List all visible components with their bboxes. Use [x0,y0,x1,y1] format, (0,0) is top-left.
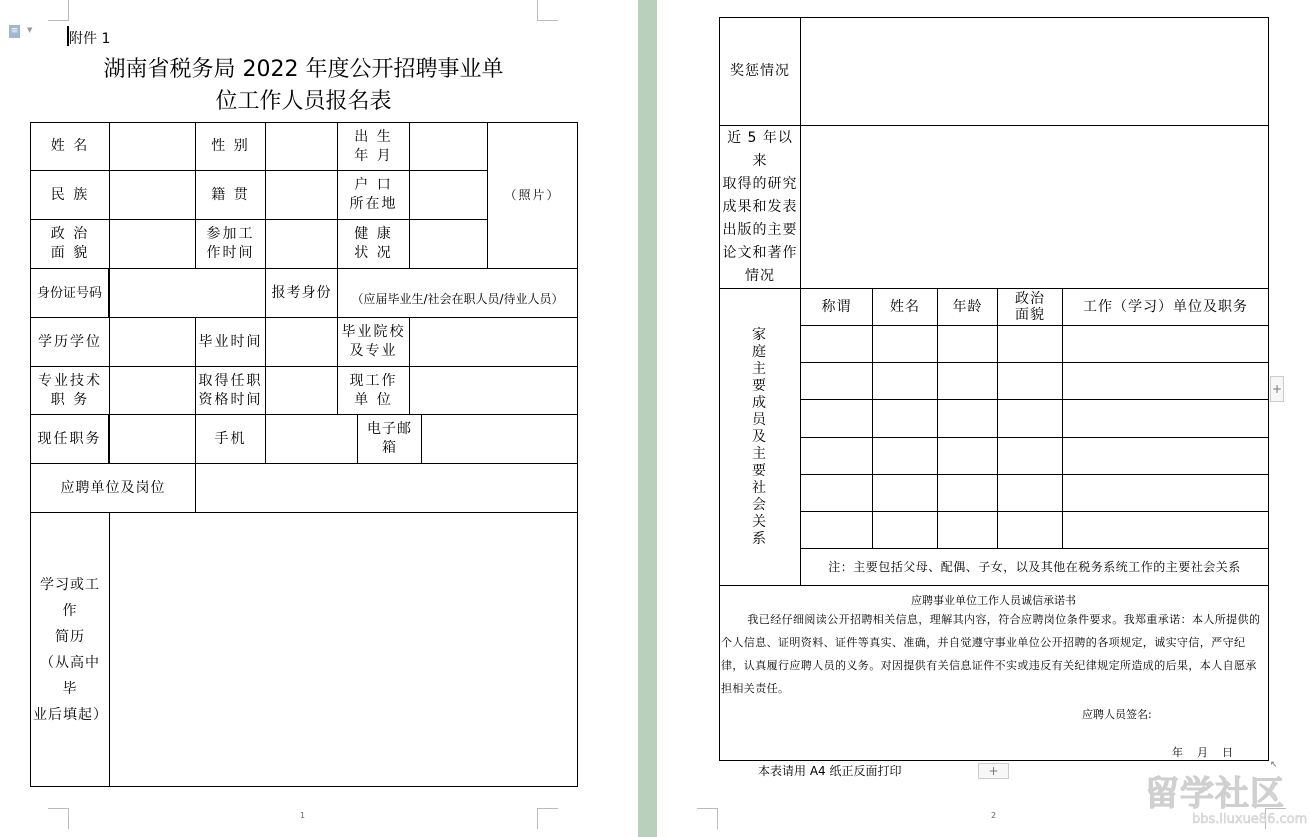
crop-mark [537,0,558,21]
label-rewards-text: 奖惩情况 [730,63,790,79]
family-input-cell[interactable] [937,511,998,549]
label-applied-position-text: 应聘单位及岗位 [60,479,166,496]
label-id-number [30,268,109,318]
label-rewards [719,17,801,126]
family-header-text: 工作（学习）单位及职务 [1083,299,1248,315]
label-family-text: 家 庭 主 要 成 员 及 主 要 社 会 关 系 [752,326,768,547]
family-input-cell[interactable] [937,325,998,363]
label-work-start [195,219,266,269]
input-cell[interactable] [109,414,196,464]
attachment-label: 附件 1 [69,31,111,47]
label-name [30,122,110,171]
input-cell[interactable] [265,317,338,367]
family-input-cell[interactable] [1062,511,1269,549]
label-applied-position [30,463,196,513]
family-input-cell[interactable] [872,511,938,549]
pledge-title: 应聘事业单位工作人员诚信承诺书 [911,594,1076,607]
label-political-status-text: 政 治 面 貌 [50,226,90,261]
family-input-cell[interactable] [1062,362,1269,400]
page-gap [638,0,657,837]
document-icon[interactable]: ≡ [10,26,19,36]
label-work-start-text: 参加工 作时间 [206,226,255,261]
family-input-cell[interactable] [997,325,1063,363]
input-cell[interactable] [409,317,578,367]
input-cell[interactable] [109,366,196,415]
label-school-major [337,317,410,367]
date-label: 年 月 日 [1172,746,1233,759]
family-input-cell[interactable] [1062,325,1269,363]
label-ethnicity [30,170,110,220]
input-cell[interactable] [800,17,1269,126]
input-cell[interactable] [409,366,578,415]
label-hukou [337,170,410,220]
family-input-cell[interactable] [872,399,938,438]
input-cell[interactable] [265,122,338,171]
label-research-text: 近 5 年以来 取得的研究 成果和发表 出版的主要 论文和著作 情况 [722,129,798,284]
family-input-cell[interactable] [800,511,873,549]
label-health-text: 健 康 状 况 [354,226,393,261]
input-cell[interactable] [109,170,196,220]
pledge-body: 我已经仔细阅读公开招聘相关信息，理解其内容，符合应聘岗位条件要求。我郑重承诺：本人所提供的个人信息、证明资料、证件等真实、准确，并自觉遵守事业单位公开招聘的各项规定，诚实守信，严守纪律，认真履行应聘人员的义务。对因提供有关信息证件不实或违反有关纪律规定所造成的后果，本人自愿承担相关责任。 [721,613,1261,695]
page-title-line1: 湖南省税务局 2022 年度公开招聘事业单 [103,57,504,82]
family-input-cell[interactable] [997,437,1063,475]
watermark-url: bbs.liuxue86.com [1192,812,1308,827]
label-id-number-text: 身份证号码 [36,285,102,301]
family-input-cell[interactable] [937,474,998,512]
input-cell[interactable] [195,463,578,513]
input-cell[interactable] [265,366,338,415]
label-family [719,288,801,586]
family-header-text: 政治 面貌 [1015,291,1045,323]
input-cell[interactable] [409,122,488,171]
label-current-unit [337,366,410,415]
crop-mark [537,808,558,829]
input-cell[interactable] [265,414,358,464]
label-birth [337,122,410,171]
family-input-cell[interactable] [937,362,998,400]
input-cell[interactable] [109,512,578,787]
label-school-major-text: 毕业院校 及专业 [341,324,406,359]
add-column-button[interactable]: + [1270,376,1284,402]
label-birth-text: 出 生 年 月 [354,128,393,164]
label-tech-title [30,366,110,415]
applicant-type-options [337,268,578,318]
family-input-cell[interactable] [872,474,938,512]
label-phone [195,414,266,464]
family-input-cell[interactable] [800,362,873,400]
crop-mark [48,808,69,829]
family-header [997,288,1063,326]
page-number: 2 [991,811,997,820]
label-email-text: 电子邮箱 [367,421,412,456]
family-input-cell[interactable] [1062,437,1269,475]
family-input-cell[interactable] [872,325,938,363]
resize-handle-icon[interactable]: ↖ [1270,760,1278,770]
label-gender [195,122,266,171]
label-graduation-time-text: 毕业时间 [198,333,263,350]
label-title-time [195,366,266,415]
applicant-type-options-text: （应届毕业生/社会在职人员/待业人员） [351,292,564,306]
crop-mark [697,808,718,829]
family-input-cell[interactable] [872,362,938,400]
family-input-cell[interactable] [997,474,1063,512]
signature-label: 应聘人员签名: [1082,708,1152,721]
label-education-text: 学历学位 [38,333,102,350]
crop-mark [48,0,69,21]
add-row-button[interactable]: + [978,763,1009,779]
input-cell[interactable] [409,170,488,220]
family-input-cell[interactable] [937,399,998,438]
family-note [800,548,1269,586]
family-note-text: 注：主要包括父母、配偶、子女，以及其他在税务系统工作的主要社会关系 [828,559,1241,574]
label-native-place [195,170,266,220]
label-applicant-type [265,268,338,318]
input-cell[interactable] [265,219,338,269]
family-input-cell[interactable] [997,399,1063,438]
label-research [719,125,801,289]
family-input-cell[interactable] [800,437,873,475]
print-note: 本表请用 A4 纸正反面打印 [758,764,902,778]
input-cell[interactable] [409,219,488,269]
label-gender-text: 性 别 [211,138,250,154]
label-graduation-time [195,317,266,367]
page-title-line2: 位工作人员报名表 [215,89,392,114]
input-cell[interactable] [421,414,578,464]
label-current-unit-text: 现工作 单 位 [349,372,398,408]
label-applicant-type-text: 报考身份 [271,284,332,301]
label-tech-title-text: 专业技术 职 务 [38,372,102,408]
family-header-text: 称谓 [821,299,852,315]
label-health [337,219,410,269]
family-input-cell[interactable] [872,437,938,475]
photo-cell [487,122,578,269]
page-number: 1 [300,811,306,820]
family-input-cell[interactable] [800,474,873,512]
label-hukou-text: 户 口 所在地 [349,177,398,212]
family-input-cell[interactable] [1062,474,1269,512]
label-name-text: 姓 名 [50,138,90,154]
family-input-cell[interactable] [800,399,873,438]
label-education [30,317,110,367]
label-resume [30,512,110,787]
input-cell[interactable] [265,170,338,220]
family-header [937,288,998,326]
label-title-time-text: 取得任职 资格时间 [198,372,263,408]
family-input-cell[interactable] [800,325,873,363]
family-input-cell[interactable] [1062,399,1269,438]
label-current-position [30,414,109,464]
family-header [1062,288,1269,326]
input-cell[interactable] [109,122,196,171]
family-header [800,288,873,326]
family-header-text: 姓名 [890,299,920,315]
family-header-text: 年龄 [952,299,983,315]
input-cell[interactable] [109,317,196,367]
family-input-cell[interactable] [997,362,1063,400]
label-native-place-text: 籍 贯 [211,186,250,203]
input-cell[interactable] [109,219,196,269]
input-cell[interactable] [109,268,266,318]
watermark-logo: 留学社区 [1145,774,1285,814]
family-input-cell[interactable] [997,511,1063,549]
label-political-status [30,219,110,269]
input-cell[interactable] [800,125,1269,289]
dropdown-arrow-icon[interactable]: ▼ [27,26,33,34]
label-phone-text: 手机 [214,430,247,447]
label-ethnicity-text: 民 族 [50,186,90,203]
photo-cell-text: （照片） [504,188,561,202]
family-input-cell[interactable] [937,437,998,475]
label-current-position-text: 现任职务 [37,430,102,447]
family-header [872,288,938,326]
label-email [357,414,422,464]
label-resume-text: 学习或工作 简历 （从高中毕 业后填起） [33,576,108,723]
